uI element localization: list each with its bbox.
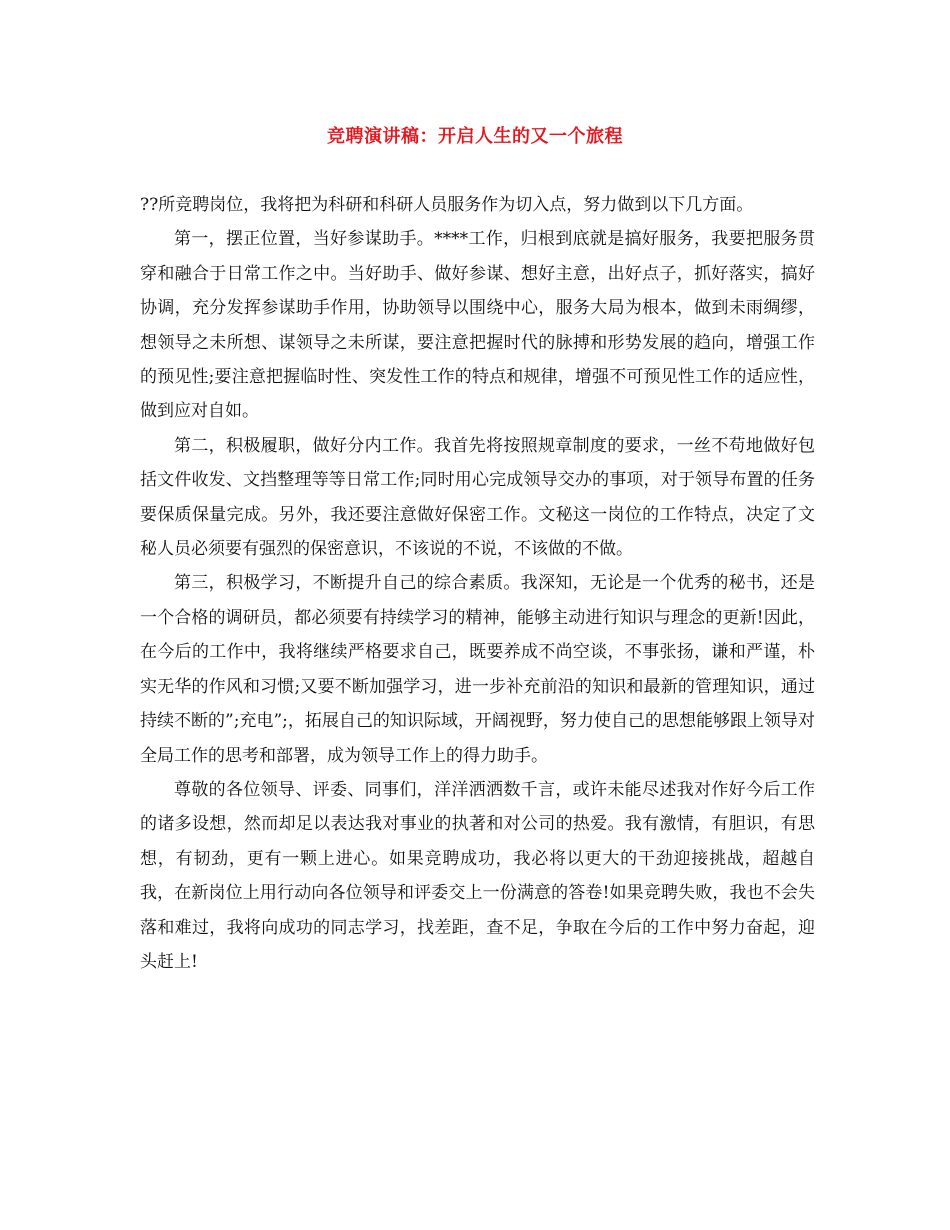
- paragraph-intro: ??所竞聘岗位，我将把为科研和科研人员服务作为切入点，努力做到以下几方面。: [140, 195, 754, 215]
- paragraph-second: 第二，积极履职，做好分内工作。我首先将按照规章制度的要求，一丝不苟地做好包括文件收发、文挡整理等等日常工作;同时用心完成领导交办的事项，对于领导布置的任务要保质保量完成。另外，我还要注意做好保密工作。文秘这一岗位的工作特点，决定了文秘人员必须要有强烈的保密意识，不该说的不说，不该做的不做。: [140, 435, 815, 560]
- paragraph-closing: 尊敬的各位领导、评委、同事们，洋洋洒洒数千言，或许未能尽述我对作好今后工作的诸多设想，然而却足以表达我对事业的执著和对公司的热爱。我有激情，有胆识，有思想，有韧劲，更有一颗上进心。如果竞聘成功，我必将以更大的干劲迎接挑战，超越自我，在新岗位上用行动向各位领导和评委交上一份满意的答卷!如果竞聘失败，我也不会失落和难过，我将向成功的同志学习，找差距，查不足，争取在今后的工作中努力奋起，迎头赶上!: [140, 779, 815, 972]
- document-title: 竞聘演讲稿：开启人生的又一个旅程: [327, 126, 623, 147]
- paragraph-first: 第一，摆正位置，当好参谋助手。****工作，归根到底就是搞好服务，我要把服务贯穿和融合于日常工作之中。当好助手、做好参谋、想好主意，出好点子，抓好落实，搞好协调，充分发挥参谋助手作用，协助领导以围绕中心，服务大局为根本，做到未雨绸缪，想领导之未所想、谋领导之未所谋，要注意把握时代的脉搏和形势发展的趋向，增强工作的预见性;要注意把握临时性、突发性工作的特点和规律，增强不可预见性工作的适应性，做到应对自如。: [140, 229, 815, 422]
- document-body: [140, 188, 815, 979]
- paragraph-third: 第三，积极学习，不断提升自己的综合素质。我深知，无论是一个优秀的秘书，还是一个合格的调研员，都必须要有持续学习的精神，能够主动进行知识与理念的更新!因此，在今后的工作中，我将继续严格要求自己，既要养成不尚空谈，不事张扬，谦和严谨，朴实无华的作风和习惯;又要不断加强学习，进一步补充前沿的知识和最新的管理知识，通过持续不断的”;充电”;，拓展自己的知识际域，开阔视野，努力使自己的思想能够跟上领导对全局工作的思考和部署，成为领导工作上的得力助手。: [140, 573, 815, 766]
